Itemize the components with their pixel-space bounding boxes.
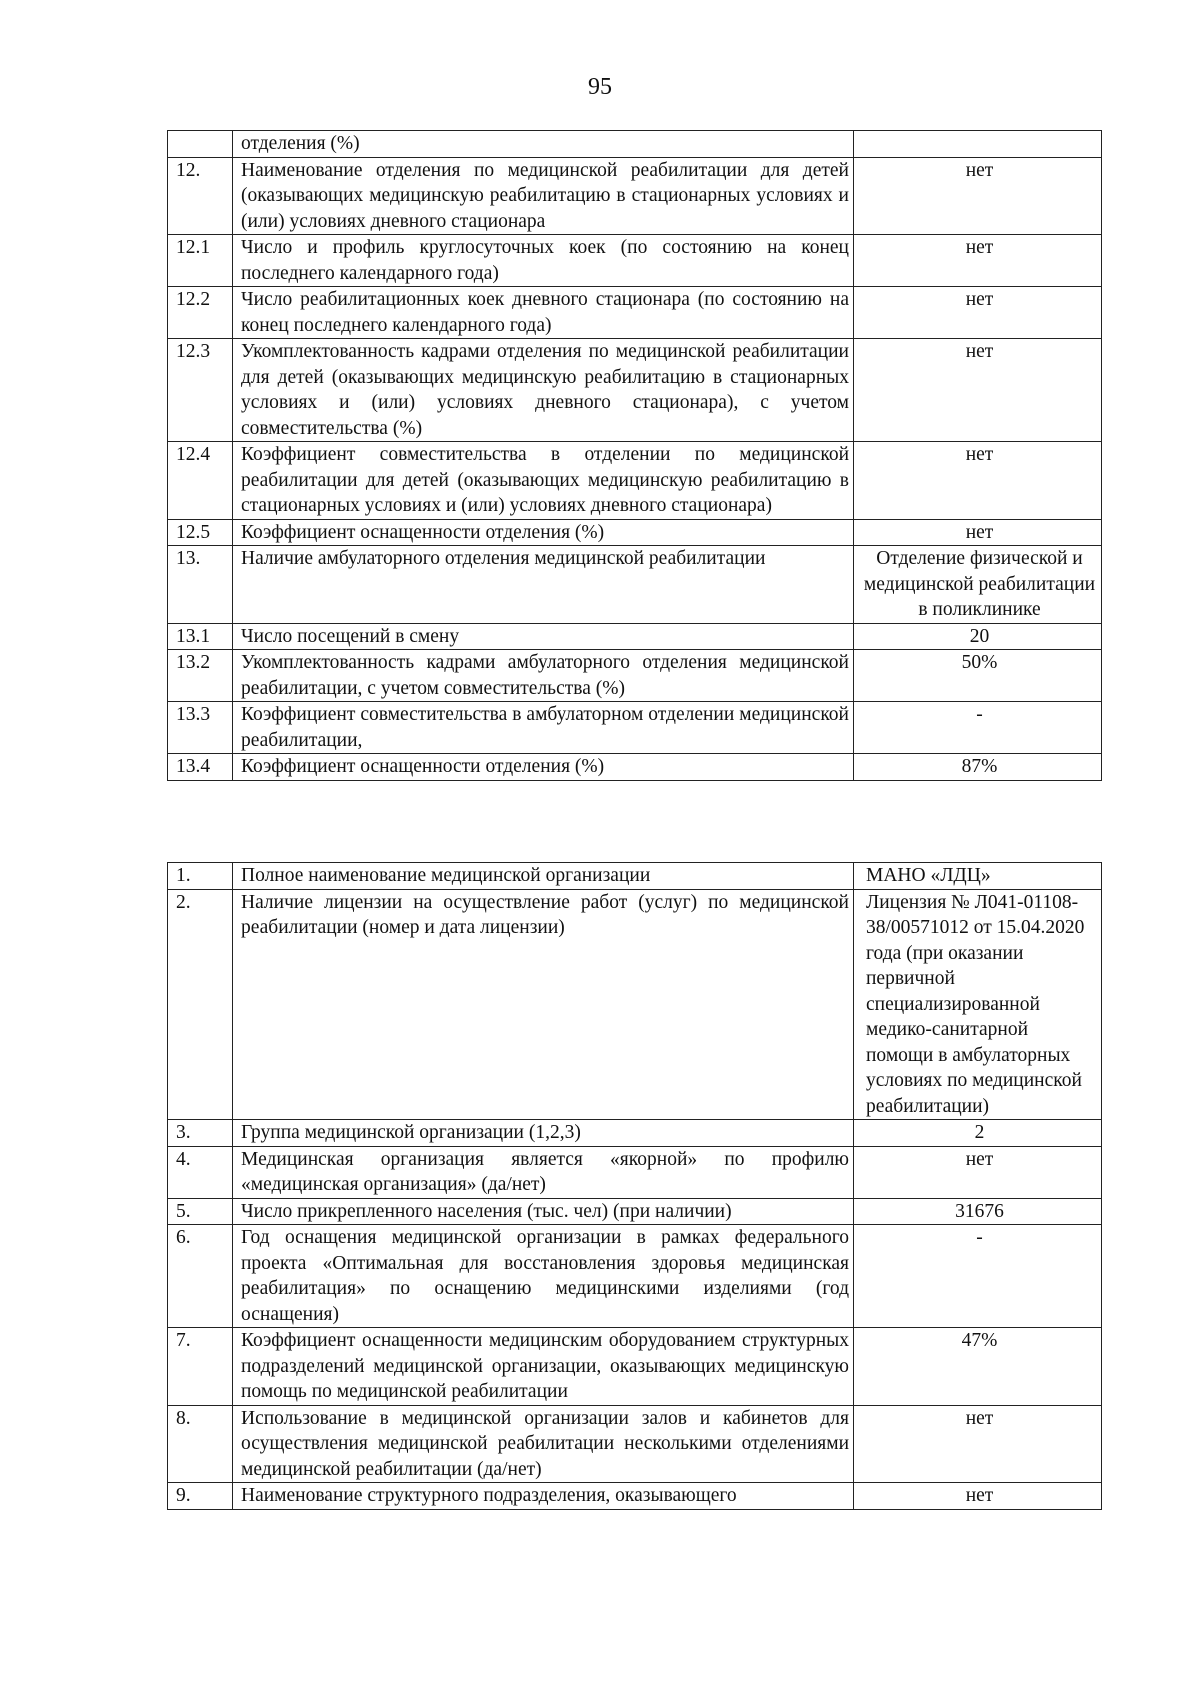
row-number: 12.1 <box>168 235 233 287</box>
row-description: Число и профиль круглосуточных коек (по состоянию на конец последнего календарного года) <box>233 235 854 287</box>
page-number: 95 <box>588 74 612 100</box>
row-value: 31676 <box>854 1198 1102 1225</box>
table-row <box>168 1146 1102 1198</box>
row-value: нет <box>854 339 1102 442</box>
rehab-departments-table <box>167 130 1102 781</box>
row-number: 12.4 <box>168 442 233 520</box>
table-row <box>168 157 1102 235</box>
row-value: нет <box>854 157 1102 235</box>
row-number: 4. <box>168 1146 233 1198</box>
row-number: 8. <box>168 1405 233 1483</box>
row-number: 2. <box>168 889 233 1120</box>
row-description: Полное наименование медицинской организации <box>233 863 854 890</box>
row-value: 20 <box>854 623 1102 650</box>
row-description: Укомплектованность кадрами отделения по медицинской реабилитации для детей (оказывающих медицинскую реабилитацию в стационарных условиях и (или) условиях дневного стационара), с учетом совместительства (%) <box>233 339 854 442</box>
row-value: нет <box>854 1146 1102 1198</box>
table-row <box>168 1483 1102 1510</box>
row-value: 47% <box>854 1328 1102 1406</box>
row-description: Число посещений в смену <box>233 623 854 650</box>
row-value: нет <box>854 1483 1102 1510</box>
row-description: Наличие лицензии на осуществление работ (услуг) по медицинской реабилитации (номер и дата лицензии) <box>233 889 854 1120</box>
table-row <box>168 287 1102 339</box>
row-description: Наименование структурного подразделения, оказывающего <box>233 1483 854 1510</box>
row-description: Группа медицинской организации (1,2,3) <box>233 1120 854 1147</box>
row-description: Коэффициент оснащенности медицинским оборудованием структурных подразделений медицинской организации, оказывающих медицинскую помощь по медицинской реабилитации <box>233 1328 854 1406</box>
row-value: нет <box>854 519 1102 546</box>
row-value: Отделение физической и медицинской реабилитации в поликлинике <box>854 546 1102 624</box>
table-row <box>168 863 1102 890</box>
row-description: Коэффициент совместительства в отделении по медицинской реабилитации для детей (оказывающих медицинскую реабилитацию в стационарных условиях и (или) условиях дневного стационара) <box>233 442 854 520</box>
row-value: нет <box>854 442 1102 520</box>
row-description: Наличие амбулаторного отделения медицинской реабилитации <box>233 546 854 624</box>
row-number: 12.2 <box>168 287 233 339</box>
row-value: 2 <box>854 1120 1102 1147</box>
row-description: Коэффициент совместительства в амбулаторном отделении медицинской реабилитации, <box>233 702 854 754</box>
table-row <box>168 339 1102 442</box>
table-row <box>168 235 1102 287</box>
table-row <box>168 1328 1102 1406</box>
row-description: Наименование отделения по медицинской реабилитации для детей (оказывающих медицинскую реабилитацию в стационарных условиях и (или) условиях дневного стационара <box>233 157 854 235</box>
table-row <box>168 131 1102 158</box>
row-description: Укомплектованность кадрами амбулаторного отделения медицинской реабилитации, с учетом совместительства (%) <box>233 650 854 702</box>
row-value <box>854 131 1102 158</box>
row-description: Коэффициент оснащенности отделения (%) <box>233 754 854 781</box>
row-value: нет <box>854 287 1102 339</box>
row-description: Год оснащения медицинской организации в рамках федерального проекта «Оптимальная для восстановления здоровья медицинская реабилитация» по оснащению медицинскими изделиями (год оснащения) <box>233 1225 854 1328</box>
row-number: 1. <box>168 863 233 890</box>
row-value: - <box>854 702 1102 754</box>
row-number: 12. <box>168 157 233 235</box>
row-number: 9. <box>168 1483 233 1510</box>
row-number: 13.4 <box>168 754 233 781</box>
table-row <box>168 1120 1102 1147</box>
row-value: 50% <box>854 650 1102 702</box>
row-value: - <box>854 1225 1102 1328</box>
row-description: Коэффициент оснащенности отделения (%) <box>233 519 854 546</box>
row-value: нет <box>854 1405 1102 1483</box>
row-number: 6. <box>168 1225 233 1328</box>
table-row <box>168 650 1102 702</box>
row-description: отделения (%) <box>233 131 854 158</box>
table-row <box>168 1198 1102 1225</box>
row-number: 3. <box>168 1120 233 1147</box>
row-description: Число прикрепленного населения (тыс. чел) (при наличии) <box>233 1198 854 1225</box>
table-row <box>168 546 1102 624</box>
row-number <box>168 131 233 158</box>
row-number: 13.1 <box>168 623 233 650</box>
table-row <box>168 519 1102 546</box>
row-number: 13. <box>168 546 233 624</box>
organization-info-table <box>167 862 1102 1510</box>
row-number: 12.3 <box>168 339 233 442</box>
table-row <box>168 1225 1102 1328</box>
table-row <box>168 1405 1102 1483</box>
table-row <box>168 623 1102 650</box>
row-number: 13.2 <box>168 650 233 702</box>
table-row <box>168 754 1102 781</box>
table-row <box>168 702 1102 754</box>
row-number: 5. <box>168 1198 233 1225</box>
row-value: нет <box>854 235 1102 287</box>
table-row <box>168 442 1102 520</box>
row-number: 13.3 <box>168 702 233 754</box>
row-description: Медицинская организация является «якорной» по профилю «медицинская организация» (да/нет) <box>233 1146 854 1198</box>
row-description: Число реабилитационных коек дневного стационара (по состоянию на конец последнего календарного года) <box>233 287 854 339</box>
table-row <box>168 889 1102 1120</box>
row-value: Лицензия № Л041-01108-38/00571012 от 15.04.2020 года (при оказании первичной специализированной медико-санитарной помощи в амбулаторных условиях по медицинской реабилитации) <box>854 889 1102 1120</box>
row-value: МАНО «ЛДЦ» <box>854 863 1102 890</box>
row-value: 87% <box>854 754 1102 781</box>
row-description: Использование в медицинской организации залов и кабинетов для осуществления медицинской реабилитации несколькими отделениями медицинской реабилитации (да/нет) <box>233 1405 854 1483</box>
row-number: 7. <box>168 1328 233 1406</box>
row-number: 12.5 <box>168 519 233 546</box>
